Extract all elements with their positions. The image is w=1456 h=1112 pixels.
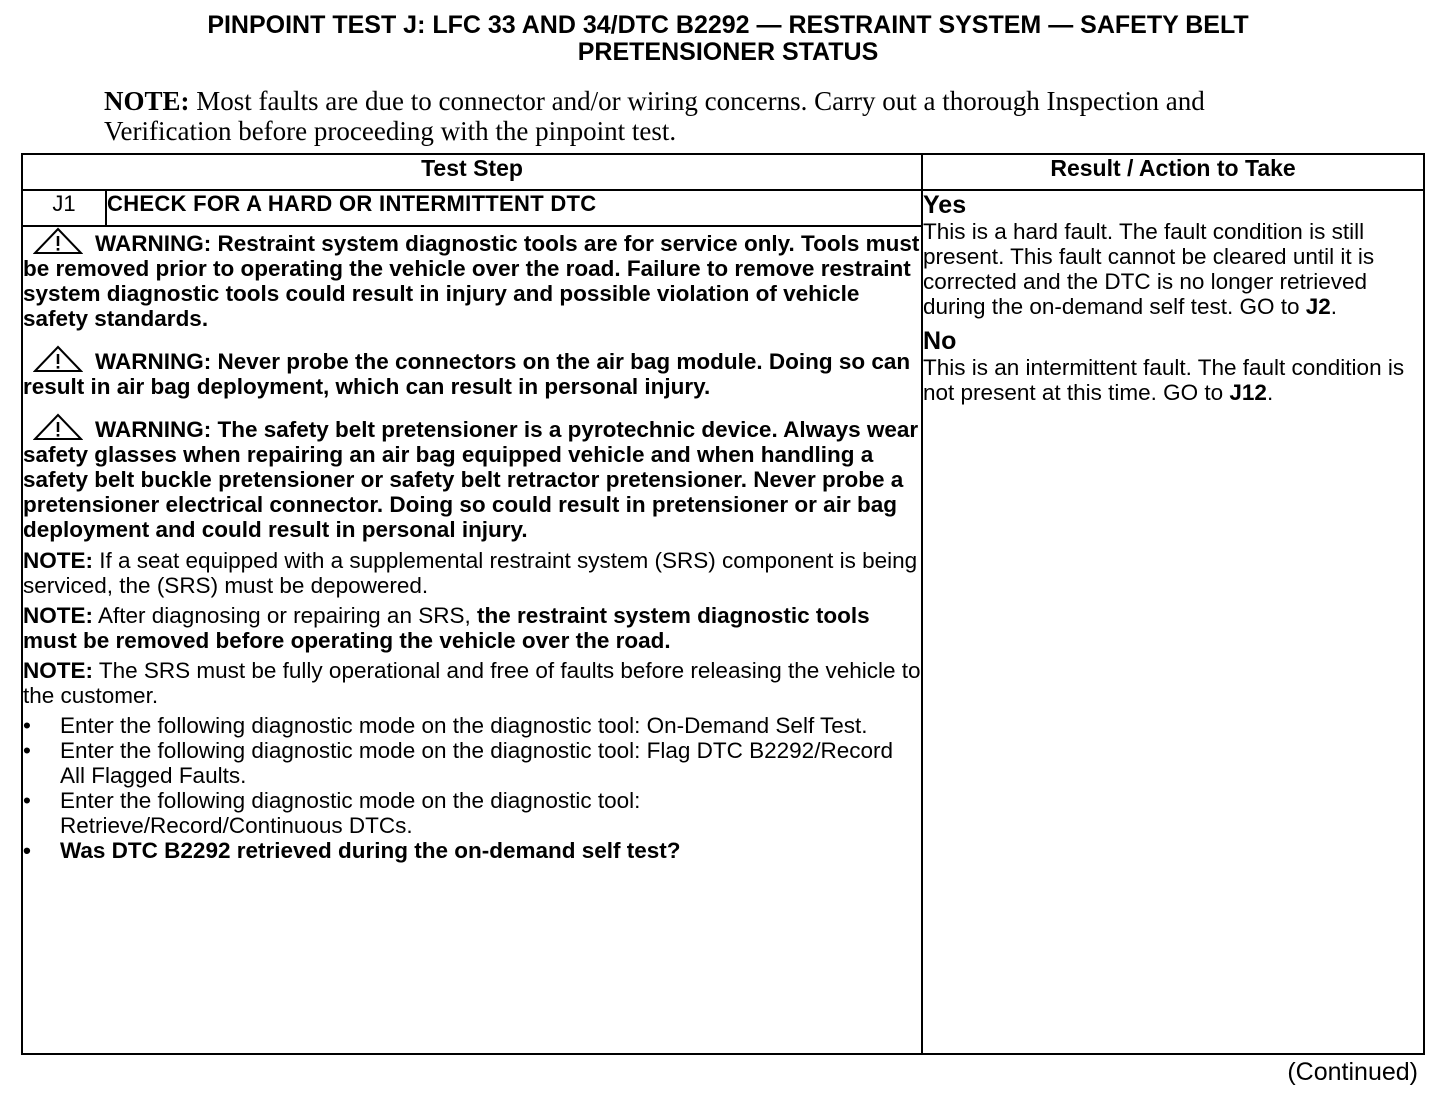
pinpoint-test-table bbox=[21, 153, 1425, 1055]
intro-note-label: NOTE: bbox=[104, 86, 190, 116]
note-block bbox=[23, 548, 921, 598]
title-line-1: PINPOINT TEST J: LFC 33 AND 34/DTC B2292 — RESTRAINT SYSTEM — SAFETY BELT bbox=[207, 11, 1249, 39]
warning-label: WARNING: bbox=[95, 231, 212, 256]
header-test-step: Test Step bbox=[22, 154, 922, 190]
header-result-action: Result / Action to Take bbox=[922, 154, 1424, 190]
bullet-dot: • bbox=[23, 838, 31, 863]
result-no-text bbox=[923, 355, 1423, 405]
list-item-text: Enter the following diagnostic mode on the diagnostic tool: Flag DTC B2292/Record All Flagged Faults. bbox=[60, 738, 893, 788]
warning-triangle-icon bbox=[33, 227, 83, 255]
table-header-row bbox=[22, 154, 1424, 190]
warning-text: The safety belt pretensioner is a pyrotechnic device. Always wear safety glasses when repairing an air bag equipped vehicle and when handling a safety belt buckle pretensioner or safety belt retractor pretensioner. Never probe a pretensioner electrical connector. Doing so could result in pretensioner or air bag deployment and could result in personal injury. bbox=[23, 417, 919, 542]
result-yes-end: . bbox=[1330, 294, 1338, 319]
result-no-end: . bbox=[1266, 380, 1274, 405]
bullet-dot: • bbox=[23, 713, 31, 738]
note-block bbox=[23, 658, 921, 708]
list-item bbox=[23, 713, 921, 738]
result-yes-text bbox=[923, 219, 1423, 319]
warning-label: WARNING: bbox=[95, 417, 212, 442]
result-cell bbox=[922, 190, 1424, 1054]
note-label: NOTE: bbox=[23, 548, 93, 573]
note-text: After diagnosing or repairing an SRS, bbox=[93, 603, 477, 628]
note-label: NOTE: bbox=[23, 658, 93, 683]
step-title-row bbox=[22, 190, 1424, 226]
warning-text: Restraint system diagnostic tools are for service only. Tools must be removed prior to operating the vehicle over the road. Failure to remove restraint system diagnostic tools could result in injury and possible violation of vehicle safety standards. bbox=[23, 231, 920, 331]
warning-block bbox=[23, 413, 921, 542]
step-number: J1 bbox=[22, 190, 106, 226]
warning-block bbox=[23, 345, 921, 399]
list-item bbox=[23, 788, 921, 838]
step-body bbox=[22, 226, 922, 1054]
title-line-2: PRETENSIONER STATUS bbox=[577, 38, 879, 66]
step-title: CHECK FOR A HARD OR INTERMITTENT DTC bbox=[106, 190, 922, 226]
result-yes-goto: J2 bbox=[1305, 294, 1331, 319]
question-text: Was DTC B2292 retrieved during the on-demand self test? bbox=[60, 838, 681, 863]
list-item bbox=[23, 738, 921, 788]
intro-note-text: Most faults are due to connector and/or wiring concerns. Carry out a thorough Inspection and Verification before proceeding with the pinpoint test. bbox=[104, 86, 1205, 146]
result-yes-label: Yes bbox=[923, 191, 967, 219]
result-no-label: No bbox=[923, 327, 957, 355]
list-item-text: Enter the following diagnostic mode on the diagnostic tool: Retrieve/Record/Continuous DTCs. bbox=[60, 788, 641, 838]
note-block bbox=[23, 603, 921, 653]
warning-triangle-icon bbox=[33, 345, 83, 373]
list-item-question bbox=[23, 838, 921, 863]
bullet-dot: • bbox=[23, 738, 31, 763]
result-no-body: This is an intermittent fault. The fault condition is not present at this time. GO to bbox=[923, 355, 1405, 405]
warning-label: WARNING: bbox=[95, 349, 212, 374]
result-no-goto: J12 bbox=[1229, 380, 1267, 405]
result-yes-body: This is a hard fault. The fault condition is still present. This fault cannot be cleared until it is corrected and the DTC is no longer retrieved during the on-demand self test. GO to bbox=[923, 219, 1375, 319]
intro-note bbox=[104, 86, 1254, 146]
note-label: NOTE: bbox=[23, 603, 93, 628]
instruction-list bbox=[23, 713, 921, 863]
warning-triangle-icon bbox=[33, 413, 83, 441]
note-bold-text: the restraint system diagnostic tools must be removed before operating the vehicle over the road. bbox=[23, 603, 870, 653]
note-text: The SRS must be fully operational and free of faults before releasing the vehicle to the customer. bbox=[23, 658, 921, 708]
list-item-text: Enter the following diagnostic mode on the diagnostic tool: On-Demand Self Test. bbox=[60, 713, 868, 738]
page-title bbox=[0, 12, 1456, 66]
warning-text: Never probe the connectors on the air bag module. Doing so can result in air bag deployment, which can result in personal injury. bbox=[23, 349, 911, 399]
note-text: If a seat equipped with a supplemental restraint system (SRS) component is being serviced, the (SRS) must be depowered. bbox=[23, 548, 918, 598]
warning-block bbox=[23, 227, 921, 331]
bullet-dot: • bbox=[23, 788, 31, 813]
continued-label: (Continued) bbox=[1287, 1058, 1418, 1086]
